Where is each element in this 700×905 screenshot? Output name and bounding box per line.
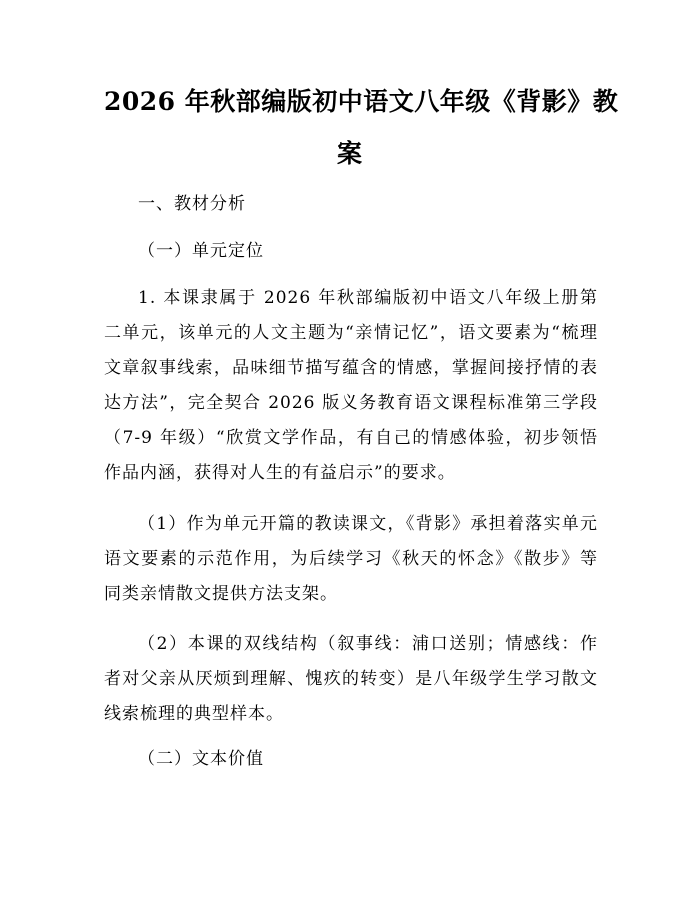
paragraph-point-1: （1）作为单元开篇的教读课文，《背影》承担着落实单元语文要素的示范作用，为后续学习《秋天的怀念》《散步》等同类亲情散文提供方法支架。 <box>104 514 598 604</box>
section-heading-materials-analysis: 一、教材分析 <box>138 194 246 214</box>
document-title-line-1: 2026 年秋部编版初中语文八年级《背影》教 <box>104 87 619 116</box>
document-title-line-2: 案 <box>337 139 363 168</box>
paragraph-unit-positioning: 1. 本课隶属于 2026 年秋部编版初中语文八年级上册第二单元，该单元的人文主题为“亲情记忆”，语文要素为“梳理文章叙事线索，品味细节描写蕴含的情感，掌握间接抒情的表达方法”，完全契合 2026 版义务教育语文课程标准第三学段（7-9 年级）“欣赏文学作品，有自己的情感体验，初步领悟作品内涵，获得对人生的有益启示”的要求。 <box>104 288 598 483</box>
subsection-heading-text-value: （二）文本价值 <box>138 749 264 769</box>
subsection-heading-unit-positioning: （一）单元定位 <box>138 241 264 261</box>
paragraph-point-2: （2）本课的双线结构（叙事线：浦口送别；情感线：作者对父亲从厌烦到理解、愧疚的转变）是八年级学生学习散文线索梳理的典型样本。 <box>104 634 598 724</box>
